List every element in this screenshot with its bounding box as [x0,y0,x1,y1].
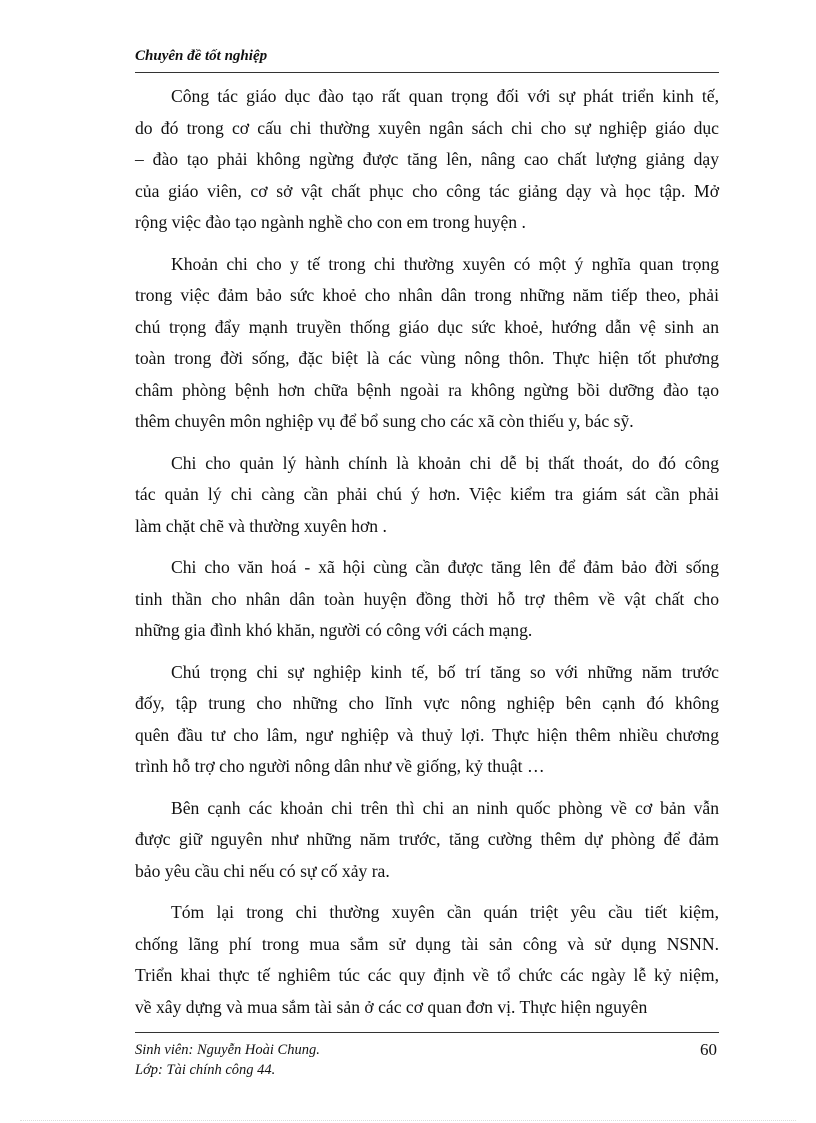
text-line: tác quản lý chi càng cần phải chú ý hơn. Việc kiểm tra giám sát cần phải [135,484,719,504]
text-line: Công tác giáo dục đào tạo rất quan trọng đối với sự phát triển kinh tế, [171,86,719,106]
paragraph [135,552,719,647]
text-line: toàn trong đời sống, đặc biệt là các vùng nông thôn. Thực hiện tốt phương [135,348,719,368]
paragraph [135,448,719,543]
text-line: những gia đình khó khăn, người có công với cách mạng. [135,620,533,640]
footer [135,1040,320,1080]
text-line: quên đầu tư cho lâm, ngư nghiệp và thuỷ lợi. Thực hiện thêm nhiều chương [135,724,719,745]
footer-class: Lớp: Tài chính công 44. [135,1062,276,1078]
text-line: làm chặt chẽ và thường xuyên hơn . [135,515,387,536]
paragraph [135,897,719,1023]
text-line: – đào tạo phải không ngừng được tăng lên, nâng cao chất lượng giảng dạy [135,149,719,169]
text-line: của giáo viên, cơ sở vật chất phục cho công tác giảng dạy và học tập. Mở [135,180,719,201]
text-line: trình hỗ trợ cho người nông dân như về giống, kỷ thuật … [135,756,545,776]
paragraph [135,657,719,783]
footer-student: Sinh viên: Nguyễn Hoài Chung. [135,1042,320,1058]
text-line: Chú trọng chi sự nghiệp kinh tế, bố trí tăng so với những năm trước [171,661,719,682]
text-line: thêm chuyên môn nghiệp vụ để bổ sung cho các xã còn thiếu y, bác sỹ. [135,411,634,431]
text-line: bảo yêu cầu chi nếu có sự cố xảy ra. [135,860,390,881]
text-line: Bên cạnh các khoản chi trên thì chi an ninh quốc phòng về cơ bản vẫn [171,797,719,818]
footer-rule [135,1032,719,1033]
text-line: chống lãng phí trong mua sắm sử dụng tài sản công và sử dụng NSNN. [135,933,719,954]
text-line: trong việc đảm bảo sức khoẻ cho nhân dân trong những năm tiếp theo, phải [135,285,719,305]
document-body [135,81,719,1033]
page-number: 60 [700,1040,717,1059]
header-rule [135,72,719,73]
running-header: Chuyên đề tốt nghiệp [135,48,268,64]
text-line: Triển khai thực tế nghiêm túc các quy định về tổ chức các ngày lễ kỷ niệm, [135,965,719,985]
paragraph [135,249,719,438]
text-line: Khoản chi cho y tế trong chi thường xuyên có một ý nghĩa quan trọng [171,253,719,274]
text-line: do đó trong cơ cấu chi thường xuyên ngân sách chi cho sự nghiệp giáo dục [135,117,719,138]
text-line: tinh thần cho nhân dân toàn huyện đồng thời hỗ trợ thêm về vật chất cho [135,588,719,609]
text-line: châm phòng bệnh hơn chữa bệnh ngoài ra không ngừng bồi dưỡng đào tạo [135,379,719,400]
text-line: rộng việc đào tạo ngành nghề cho con em trong huyện . [135,212,526,232]
text-line: được giữ nguyên như những năm trước, tăng cường thêm dự phòng để đảm [135,829,719,849]
text-line: đốy, tập trung cho những cho lĩnh vực nông nghiệp bên cạnh đó không [135,693,719,713]
text-line: Tóm lại trong chi thường xuyên cần quán triệt yêu cầu tiết kiệm, [171,902,719,922]
text-line: Chi cho quản lý hành chính là khoản chi dễ bị thất thoát, do đó công [171,452,719,473]
page-edge-divider [20,1120,796,1121]
paragraph [135,81,719,239]
text-line: về xây dựng và mua sắm tài sản ở các cơ quan đơn vị. Thực hiện nguyên [135,996,648,1017]
text-line: chú trọng đẩy mạnh truyền thống giáo dục sức khoẻ, hướng dẫn vệ sinh an [135,316,719,337]
paragraph [135,793,719,888]
text-line: Chi cho văn hoá - xã hội cùng cần được tăng lên để đảm bảo đời sống [171,557,719,577]
